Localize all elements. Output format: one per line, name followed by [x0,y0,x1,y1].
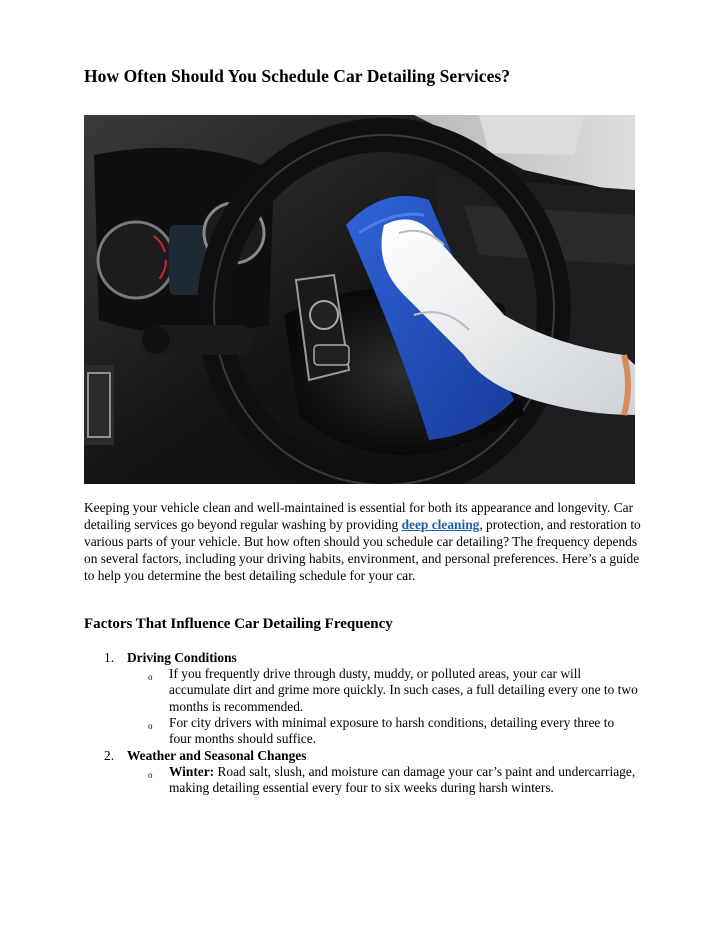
hero-image [84,115,635,484]
list-number: 2. [104,748,115,763]
bullet-marker: o [148,770,153,780]
section-heading: Factors That Influence Car Detailing Frequency [84,616,393,632]
list-item [169,715,639,748]
bullet-text: If you frequently drive through dusty, muddy, or polluted areas, your car will accumulate dirt and grime more quickly. In such cases, a full detailing every one to two months is recommended. [169,666,638,714]
intro-paragraph [84,500,644,585]
factor-title: Driving Conditions [127,650,237,665]
list-number: 1. [104,650,115,665]
page-title: How Often Should You Schedule Car Detailing Services? [84,66,511,86]
bullet-marker: o [148,721,153,731]
intro-text-end: , protection, and restoration to various parts of your vehicle. But how often should you schedule car detailing? The frequency depends on several factors, including your driving habits, environment, and personal preferences. Here’s a guide to help you determine the best detailing schedule for your car. [84,516,641,583]
bullet-marker: o [148,672,153,682]
car-steering-wheel-cleaning-photo-icon [84,115,635,484]
bullet-bold-label: Winter: [169,764,215,779]
list-item [169,666,639,715]
intro-text-start: Keeping your vehicle clean and well-maintained is essential for both its appearance and longevity. Car detailing services go beyond regular washing by providing [84,500,634,532]
bullet-text: For city drivers with minimal exposure to harsh conditions, detailing every three to four months should suffice. [169,715,615,747]
list-item [169,764,639,797]
factor-title: Weather and Seasonal Changes [127,748,307,763]
bullet-text: Road salt, slush, and moisture can damage your car’s paint and undercarriage, making detailing essential every four to six weeks during harsh winters. [169,764,636,796]
deep-cleaning-link[interactable]: deep cleaning [401,516,480,532]
